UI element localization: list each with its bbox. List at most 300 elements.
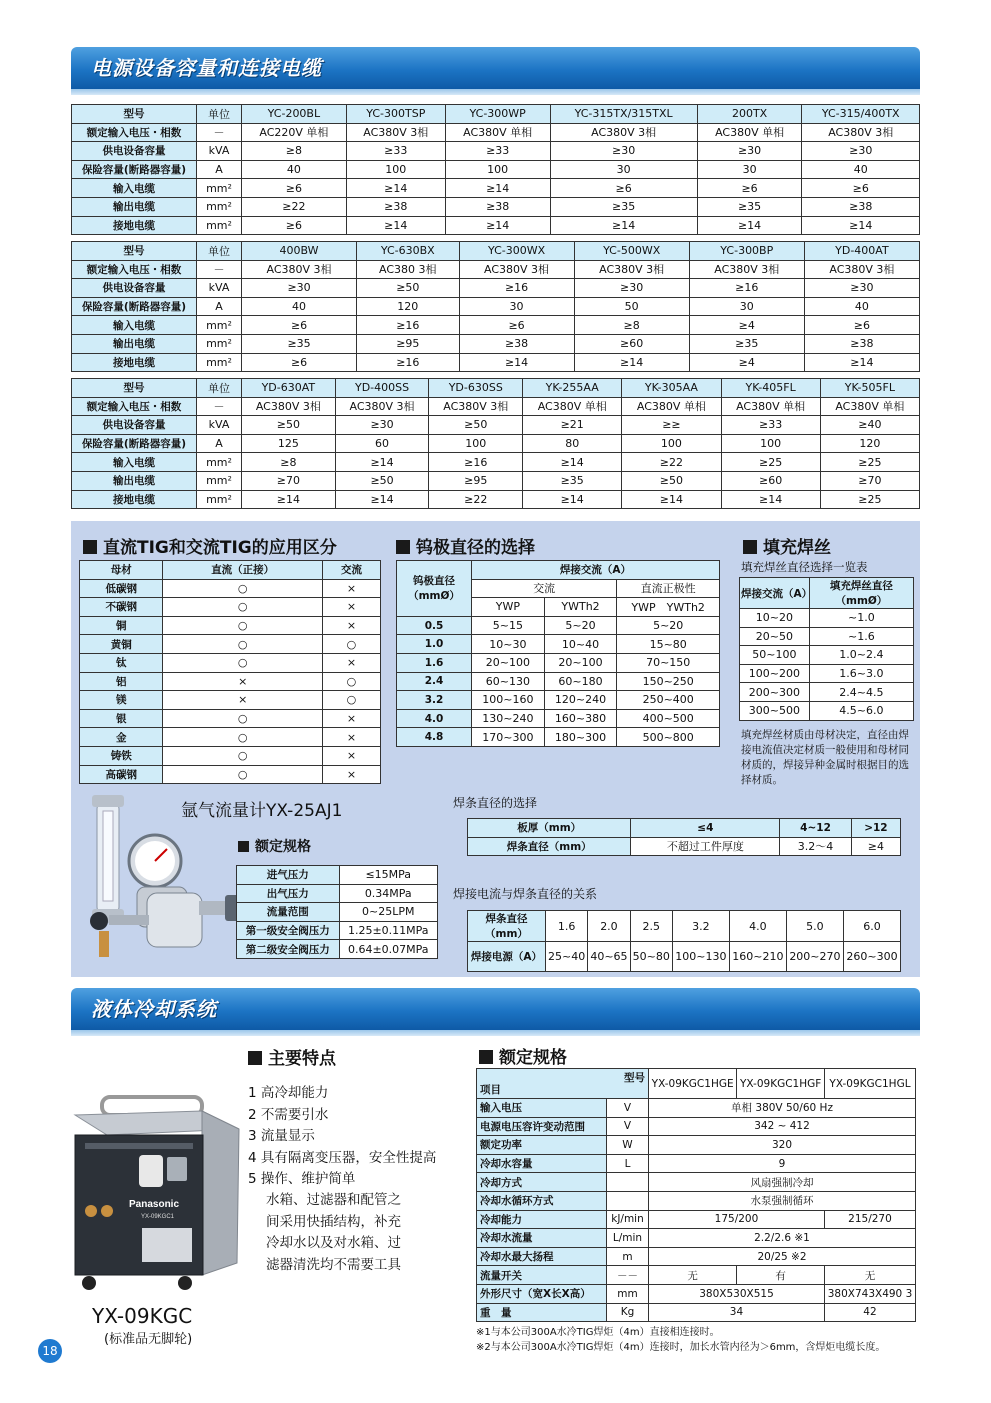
table-cell: 100~200	[740, 664, 810, 683]
table-cell: ≥14	[335, 453, 429, 472]
table-cell: 500~800	[617, 728, 720, 747]
header-cell: 2.5	[630, 911, 672, 942]
flowmeter-spec-title: 额定规格	[238, 836, 311, 856]
square-bullet-icon	[743, 540, 757, 554]
table-cell: 130~240	[472, 709, 545, 728]
table-row	[468, 837, 901, 856]
model-cell: YC-500WX	[574, 242, 689, 261]
table-cell: 20~100	[544, 653, 617, 672]
table-cell: ≥≥	[622, 416, 721, 435]
table-cell: 60~130	[472, 672, 545, 691]
table-row	[740, 578, 914, 609]
table-cell: ≥16	[689, 279, 804, 298]
table-cell: 150~250	[617, 672, 720, 691]
model-cell: YC-200BL	[242, 105, 347, 124]
table-cell: 100	[346, 160, 445, 179]
row-label: 4.8	[397, 728, 472, 747]
table-row	[237, 903, 438, 922]
table-row	[72, 453, 920, 472]
unit-cell: L/min	[607, 1229, 649, 1248]
table-cell: ≥33	[445, 142, 550, 161]
table-cell: 50~100	[740, 646, 810, 665]
row-label: 黄铜	[80, 635, 163, 654]
unit-cell: L	[607, 1154, 649, 1173]
unit-cell: kVA	[197, 279, 242, 298]
table-row	[80, 635, 381, 654]
table-row	[397, 635, 720, 654]
table-cell: ≥14	[697, 216, 802, 235]
table-cell: ≥30	[697, 142, 802, 161]
unit-cell: mm²	[197, 197, 242, 216]
table-cell: 400~500	[617, 709, 720, 728]
table-row	[72, 334, 920, 353]
model-cell: YX-09KGC1HGL	[824, 1069, 915, 1099]
table-row	[72, 471, 920, 490]
table-cell: AC380V 单相	[721, 397, 820, 416]
table-cell: 120	[820, 434, 919, 453]
table-cell: ○	[163, 746, 323, 765]
table-cell: ≥14	[445, 179, 550, 198]
table-cell: ×	[322, 709, 380, 728]
table-row	[477, 1136, 916, 1155]
unit-cell: mm²	[197, 490, 242, 509]
table-cell: 250~400	[617, 691, 720, 710]
square-bullet-icon	[83, 540, 97, 554]
table-cell: 无	[824, 1266, 915, 1285]
row-label: 高碳钢	[80, 765, 163, 784]
table-row	[740, 646, 914, 665]
row-label: 输出电缆	[72, 197, 197, 216]
table-row	[80, 598, 381, 617]
table-cell: ≥6	[550, 179, 697, 198]
table-cell: 80	[523, 434, 622, 453]
table-cell: ≥6	[697, 179, 802, 198]
table-row	[72, 279, 920, 298]
table-row	[72, 397, 920, 416]
power-table-3	[71, 378, 920, 509]
row-label: 额定输入电压・相数	[72, 260, 197, 279]
table-cell: ≥14	[574, 353, 689, 372]
feature-item: 3 流量显示	[248, 1128, 315, 1144]
tig-title: 直流TIG和交流TIG的应用区分	[83, 533, 337, 558]
row-label: 冷却水最大扬程	[477, 1247, 607, 1266]
table-row	[397, 653, 720, 672]
table-cell: 0~25LPM	[339, 903, 437, 922]
table-row	[72, 216, 920, 235]
table-row	[80, 616, 381, 635]
row-label: 额定功率	[477, 1136, 607, 1155]
table-row	[468, 942, 901, 972]
table-row	[80, 653, 381, 672]
row-label: 进气压力	[237, 866, 340, 885]
item-header: 项目	[480, 1084, 501, 1096]
table-cell: 60~180	[544, 672, 617, 691]
table-cell: 380X743X490 3	[824, 1284, 915, 1303]
table-cell: ≥6	[459, 316, 574, 335]
row-label: 保险容量(断路器容量)	[72, 434, 197, 453]
table-cell: ≥6	[242, 316, 357, 335]
table-cell: ≥50	[357, 279, 459, 298]
table-row	[477, 1069, 916, 1099]
model-cell: YC-315TX/315TXL	[550, 105, 697, 124]
table-cell: ≥95	[357, 334, 459, 353]
table-cell: ○	[163, 635, 323, 654]
table-cell: 50~80	[630, 942, 672, 972]
table-cell: 320	[649, 1136, 916, 1155]
model-cell: 400BW	[242, 242, 357, 261]
table-cell: ≥14	[335, 490, 429, 509]
feature-detail-line: 间采用快插结构，补充	[266, 1213, 401, 1230]
unit-cell: kJ/min	[607, 1210, 649, 1229]
row-label: 冷却方式	[477, 1173, 607, 1192]
table-row	[72, 316, 920, 335]
row-label: 额定输入电压・相数	[72, 123, 197, 142]
table-cell: AC380V 单相	[445, 123, 550, 142]
table-cell: 160~380	[544, 709, 617, 728]
table-row	[237, 921, 438, 940]
row-label: 供电设备容量	[72, 416, 197, 435]
row-label: 金	[80, 728, 163, 747]
row-label: 2.4	[397, 672, 472, 691]
electrode-title: 焊条直径的选择	[453, 796, 538, 810]
table-row	[72, 142, 920, 161]
unit-cell: A	[197, 297, 242, 316]
square-bullet-icon	[238, 841, 249, 852]
table-row	[72, 197, 920, 216]
table-row	[72, 416, 920, 435]
table-cell: ≥35	[689, 334, 804, 353]
model-cell: YC-300BP	[689, 242, 804, 261]
table-cell: ≥14	[346, 179, 445, 198]
table-cell: AC380V 3相	[550, 123, 697, 142]
features-detail	[266, 1190, 401, 1276]
table-row	[740, 683, 914, 702]
table-row	[72, 353, 920, 372]
table-cell: ○	[322, 672, 380, 691]
table-row	[477, 1303, 916, 1322]
row-label: 铸铁	[80, 746, 163, 765]
table-cell: ○	[322, 635, 380, 654]
table-row	[72, 123, 920, 142]
table-cell: 10~20	[740, 609, 810, 628]
table-cell: 260~300	[843, 942, 900, 972]
table-cell: AC380V 3相	[804, 260, 919, 279]
header-cell: 焊接电源（A）	[468, 942, 546, 972]
table-row	[72, 105, 920, 124]
table-cell: ≥30	[242, 279, 357, 298]
row-label: 冷却能力	[477, 1210, 607, 1229]
table-cell: 3.2～4	[780, 837, 852, 856]
table-row	[72, 434, 920, 453]
feature-detail-line: 滤器清洗均不需要工具	[266, 1256, 401, 1273]
table-cell: 30	[689, 297, 804, 316]
table-cell: ○	[322, 691, 380, 710]
model-cell: YX-09KGC1HGF	[737, 1069, 825, 1099]
table-cell: ≥21	[523, 416, 622, 435]
header-cell: ≤4	[631, 819, 780, 838]
rated-notes	[476, 1326, 885, 1355]
electrode-table	[467, 818, 901, 856]
product-model: YX-09KGC	[92, 1304, 193, 1328]
table-cell: ≥38	[804, 334, 919, 353]
table-cell: ≥14	[445, 216, 550, 235]
header-cell: 母材	[80, 561, 163, 580]
section-title-cooling: 液体冷却系统	[71, 988, 920, 1030]
row-label: 保险容量(断路器容量)	[72, 160, 197, 179]
table-cell: ≥14	[523, 490, 622, 509]
table-cell: 20~50	[740, 627, 810, 646]
table-cell: AC380V 3相	[574, 260, 689, 279]
row-label: 输入电缆	[72, 316, 197, 335]
row-label: 0.5	[397, 616, 472, 635]
row-label: 重 量	[477, 1303, 607, 1322]
header-cell: 直流（正接）	[163, 561, 323, 580]
row-label: 出气压力	[237, 884, 340, 903]
square-bullet-icon	[248, 1051, 262, 1065]
header-cell: 3.2	[672, 911, 729, 942]
table-cell: ≥25	[721, 453, 820, 472]
table-cell: AC380V 3相	[689, 260, 804, 279]
model-cell: YX-09KGC1HGE	[649, 1069, 737, 1099]
table-cell: 5~20	[617, 616, 720, 635]
table-row	[72, 242, 920, 261]
table-cell: 30	[459, 297, 574, 316]
table-cell: ≥16	[357, 316, 459, 335]
row-label: 1.0	[397, 635, 472, 654]
row-label: 铝	[80, 672, 163, 691]
unit-cell: V	[607, 1117, 649, 1136]
page-number: 18	[38, 1339, 62, 1363]
table-cell: 20~100	[472, 653, 545, 672]
table-cell: ≥6	[242, 353, 357, 372]
unit-cell: m	[607, 1247, 649, 1266]
table-row	[80, 746, 381, 765]
table-row	[237, 884, 438, 903]
table-row	[397, 691, 720, 710]
unit-cell: mm²	[197, 316, 242, 335]
header-cell: 焊条直径（mm）	[468, 911, 546, 942]
unit-cell	[607, 1173, 649, 1192]
unit-cell: A	[197, 160, 242, 179]
table-cell: AC380V 3相	[459, 260, 574, 279]
unit-cell: W	[607, 1136, 649, 1155]
header-cell: 单位	[197, 105, 242, 124]
table-cell: 4.5~6.0	[809, 701, 913, 720]
row-label: 低碳钢	[80, 579, 163, 598]
table-cell: ≥30	[335, 416, 429, 435]
table-cell: 100~130	[672, 942, 729, 972]
row-label: 供电设备容量	[72, 142, 197, 161]
row-label: 保险容量(断路器容量)	[72, 297, 197, 316]
table-cell: ≥50	[335, 471, 429, 490]
filler-table	[739, 577, 914, 721]
header-cell: 1.6	[546, 911, 588, 942]
table-cell: AC380V 3相	[802, 123, 920, 142]
model-header: 型号	[624, 1072, 645, 1084]
row-label: 输入电压	[477, 1099, 607, 1118]
table-cell: 20/25 ※2	[649, 1247, 916, 1266]
row-label: 额定输入电压・相数	[72, 397, 197, 416]
table-row	[740, 609, 914, 628]
model-cell: YC-300TSP	[346, 105, 445, 124]
row-label: 冷却水循环方式	[477, 1191, 607, 1210]
model-cell: YC-300WX	[459, 242, 574, 261]
model-cell: 200TX	[697, 105, 802, 124]
unit-cell: mm²	[197, 471, 242, 490]
header-cell: 焊接交流（A）	[472, 561, 720, 580]
features-title: 主要特点	[248, 1044, 336, 1069]
table-row	[80, 579, 381, 598]
row-label: 冷却水容量	[477, 1154, 607, 1173]
header-cell: 钨极直径（mmØ）	[397, 561, 472, 617]
table-cell: 2.4~4.5	[809, 683, 913, 702]
filler-title: 填充焊丝	[743, 533, 831, 558]
feature-detail-line: 水箱、过滤器和配管之	[266, 1192, 401, 1208]
table-cell: ≥95	[429, 471, 523, 490]
table-row	[477, 1154, 916, 1173]
row-label: 3.2	[397, 691, 472, 710]
table-row	[477, 1191, 916, 1210]
table-cell: ~1.6	[809, 627, 913, 646]
row-label: 流量范围	[237, 903, 340, 922]
table-cell: 30	[550, 160, 697, 179]
table-cell: ≥8	[574, 316, 689, 335]
table-cell: ≥6	[802, 179, 920, 198]
header-cell: 型号	[72, 105, 197, 124]
row-label: 电源电压容许变动范围	[477, 1117, 607, 1136]
table-cell: ≥14	[346, 216, 445, 235]
plate-label: YX-09KGC1	[141, 1214, 175, 1220]
header-cell: 直流正极性	[617, 579, 720, 598]
unit-cell: Kg	[607, 1303, 649, 1322]
feature-item: 2 不需要引水	[248, 1106, 329, 1123]
table-cell: 40	[242, 297, 357, 316]
table-cell: ≥35	[550, 197, 697, 216]
table-cell: ≥30	[574, 279, 689, 298]
table-cell: 无	[649, 1266, 737, 1285]
model-cell: YK-305AA	[622, 379, 721, 398]
table-row	[477, 1247, 916, 1266]
table-cell: 100	[622, 434, 721, 453]
power-table-2	[71, 241, 920, 372]
model-cell: YK-505FL	[820, 379, 919, 398]
table-row	[477, 1229, 916, 1248]
table-cell: 342 ~ 412	[649, 1117, 916, 1136]
table-cell: 200~270	[786, 942, 843, 972]
table-cell: AC380V 3相	[242, 397, 336, 416]
square-bullet-icon	[479, 1050, 493, 1064]
table-cell: ≥6	[242, 216, 347, 235]
power-table-1	[71, 104, 920, 235]
flowmeter-spec-table	[236, 865, 438, 959]
unit-cell: kVA	[197, 142, 242, 161]
feature-item: 4 具有隔离变压器，安全性提高	[248, 1149, 437, 1166]
table-cell: 50	[574, 297, 689, 316]
tungsten-table	[396, 560, 720, 747]
table-cell: ≥50	[622, 471, 721, 490]
table-cell: ≥8	[242, 142, 347, 161]
table-cell: 0.34MPa	[339, 884, 437, 903]
table-cell: 5~20	[544, 616, 617, 635]
unit-cell: －－	[607, 1266, 649, 1285]
header-cell: 单位	[197, 242, 242, 261]
table-cell: 25~40	[546, 942, 588, 972]
row-label: 接地电缆	[72, 216, 197, 235]
table-cell: ≥50	[429, 416, 523, 435]
tig-table	[79, 560, 381, 784]
table-row	[477, 1210, 916, 1229]
table-cell: AC380 3相	[357, 260, 459, 279]
table-cell: 有	[737, 1266, 825, 1285]
header-cell: 6.0	[843, 911, 900, 942]
model-cell: YC-300WP	[445, 105, 550, 124]
table-cell: 160~210	[729, 942, 786, 972]
table-row	[237, 866, 438, 885]
row-label: 银	[80, 709, 163, 728]
header-cell: 交流	[472, 579, 617, 598]
table-cell: ≥35	[242, 334, 357, 353]
table-row	[740, 627, 914, 646]
table-cell: 40~65	[588, 942, 630, 972]
table-cell: 30	[697, 160, 802, 179]
table-cell: 380X530X515	[649, 1284, 825, 1303]
table-cell: ≥35	[523, 471, 622, 490]
table-cell: 215/270	[824, 1210, 915, 1229]
table-cell: ○	[163, 616, 323, 635]
header-cell: 交流	[322, 561, 380, 580]
table-cell: 170~300	[472, 728, 545, 747]
unit-cell: －	[197, 260, 242, 279]
table-cell: ≥30	[802, 142, 920, 161]
table-cell: 风扇强制冷却	[649, 1173, 916, 1192]
unit-cell: －	[197, 397, 242, 416]
rated-spec-table	[476, 1068, 916, 1322]
model-cell: YK-405FL	[721, 379, 820, 398]
unit-cell: mm	[607, 1284, 649, 1303]
table-cell: ≥38	[346, 197, 445, 216]
table-cell: ≥38	[802, 197, 920, 216]
unit-cell: mm²	[197, 334, 242, 353]
tungsten-title: 钨极直径的选择	[396, 533, 535, 558]
table-row	[80, 765, 381, 784]
table-cell: ×	[322, 616, 380, 635]
unit-cell: A	[197, 434, 242, 453]
header-cell: 板厚（mm）	[468, 819, 631, 838]
table-cell: 120	[357, 297, 459, 316]
table-cell: ≥30	[550, 142, 697, 161]
row-label: 接地电缆	[72, 490, 197, 509]
table-cell: ≥8	[242, 453, 336, 472]
model-cell: YC-315/400TX	[802, 105, 920, 124]
table-cell: ×	[322, 728, 380, 747]
table-cell: ≥38	[445, 197, 550, 216]
table-cell: ≥38	[459, 334, 574, 353]
table-row	[397, 709, 720, 728]
row-label: 接地电缆	[72, 353, 197, 372]
table-cell: ×	[163, 691, 323, 710]
cooling-unit-image	[67, 1083, 247, 1293]
table-cell: 100	[429, 434, 523, 453]
table-cell: ≥14	[622, 490, 721, 509]
table-cell: ≥16	[459, 279, 574, 298]
table-cell: 水泵强制循环	[649, 1191, 916, 1210]
row-label: 输入电缆	[72, 179, 197, 198]
table-cell: ≥22	[429, 490, 523, 509]
table-cell: ~1.0	[809, 609, 913, 628]
table-cell: ≥70	[242, 471, 336, 490]
row-label: 第一级安全阀压力	[237, 921, 340, 940]
filler-note: 填充焊丝材质由母材决定，直径由焊接电流值决定材质一般使用和母材同材质的，焊接异种金属时根据目的选择材质。	[741, 729, 909, 786]
